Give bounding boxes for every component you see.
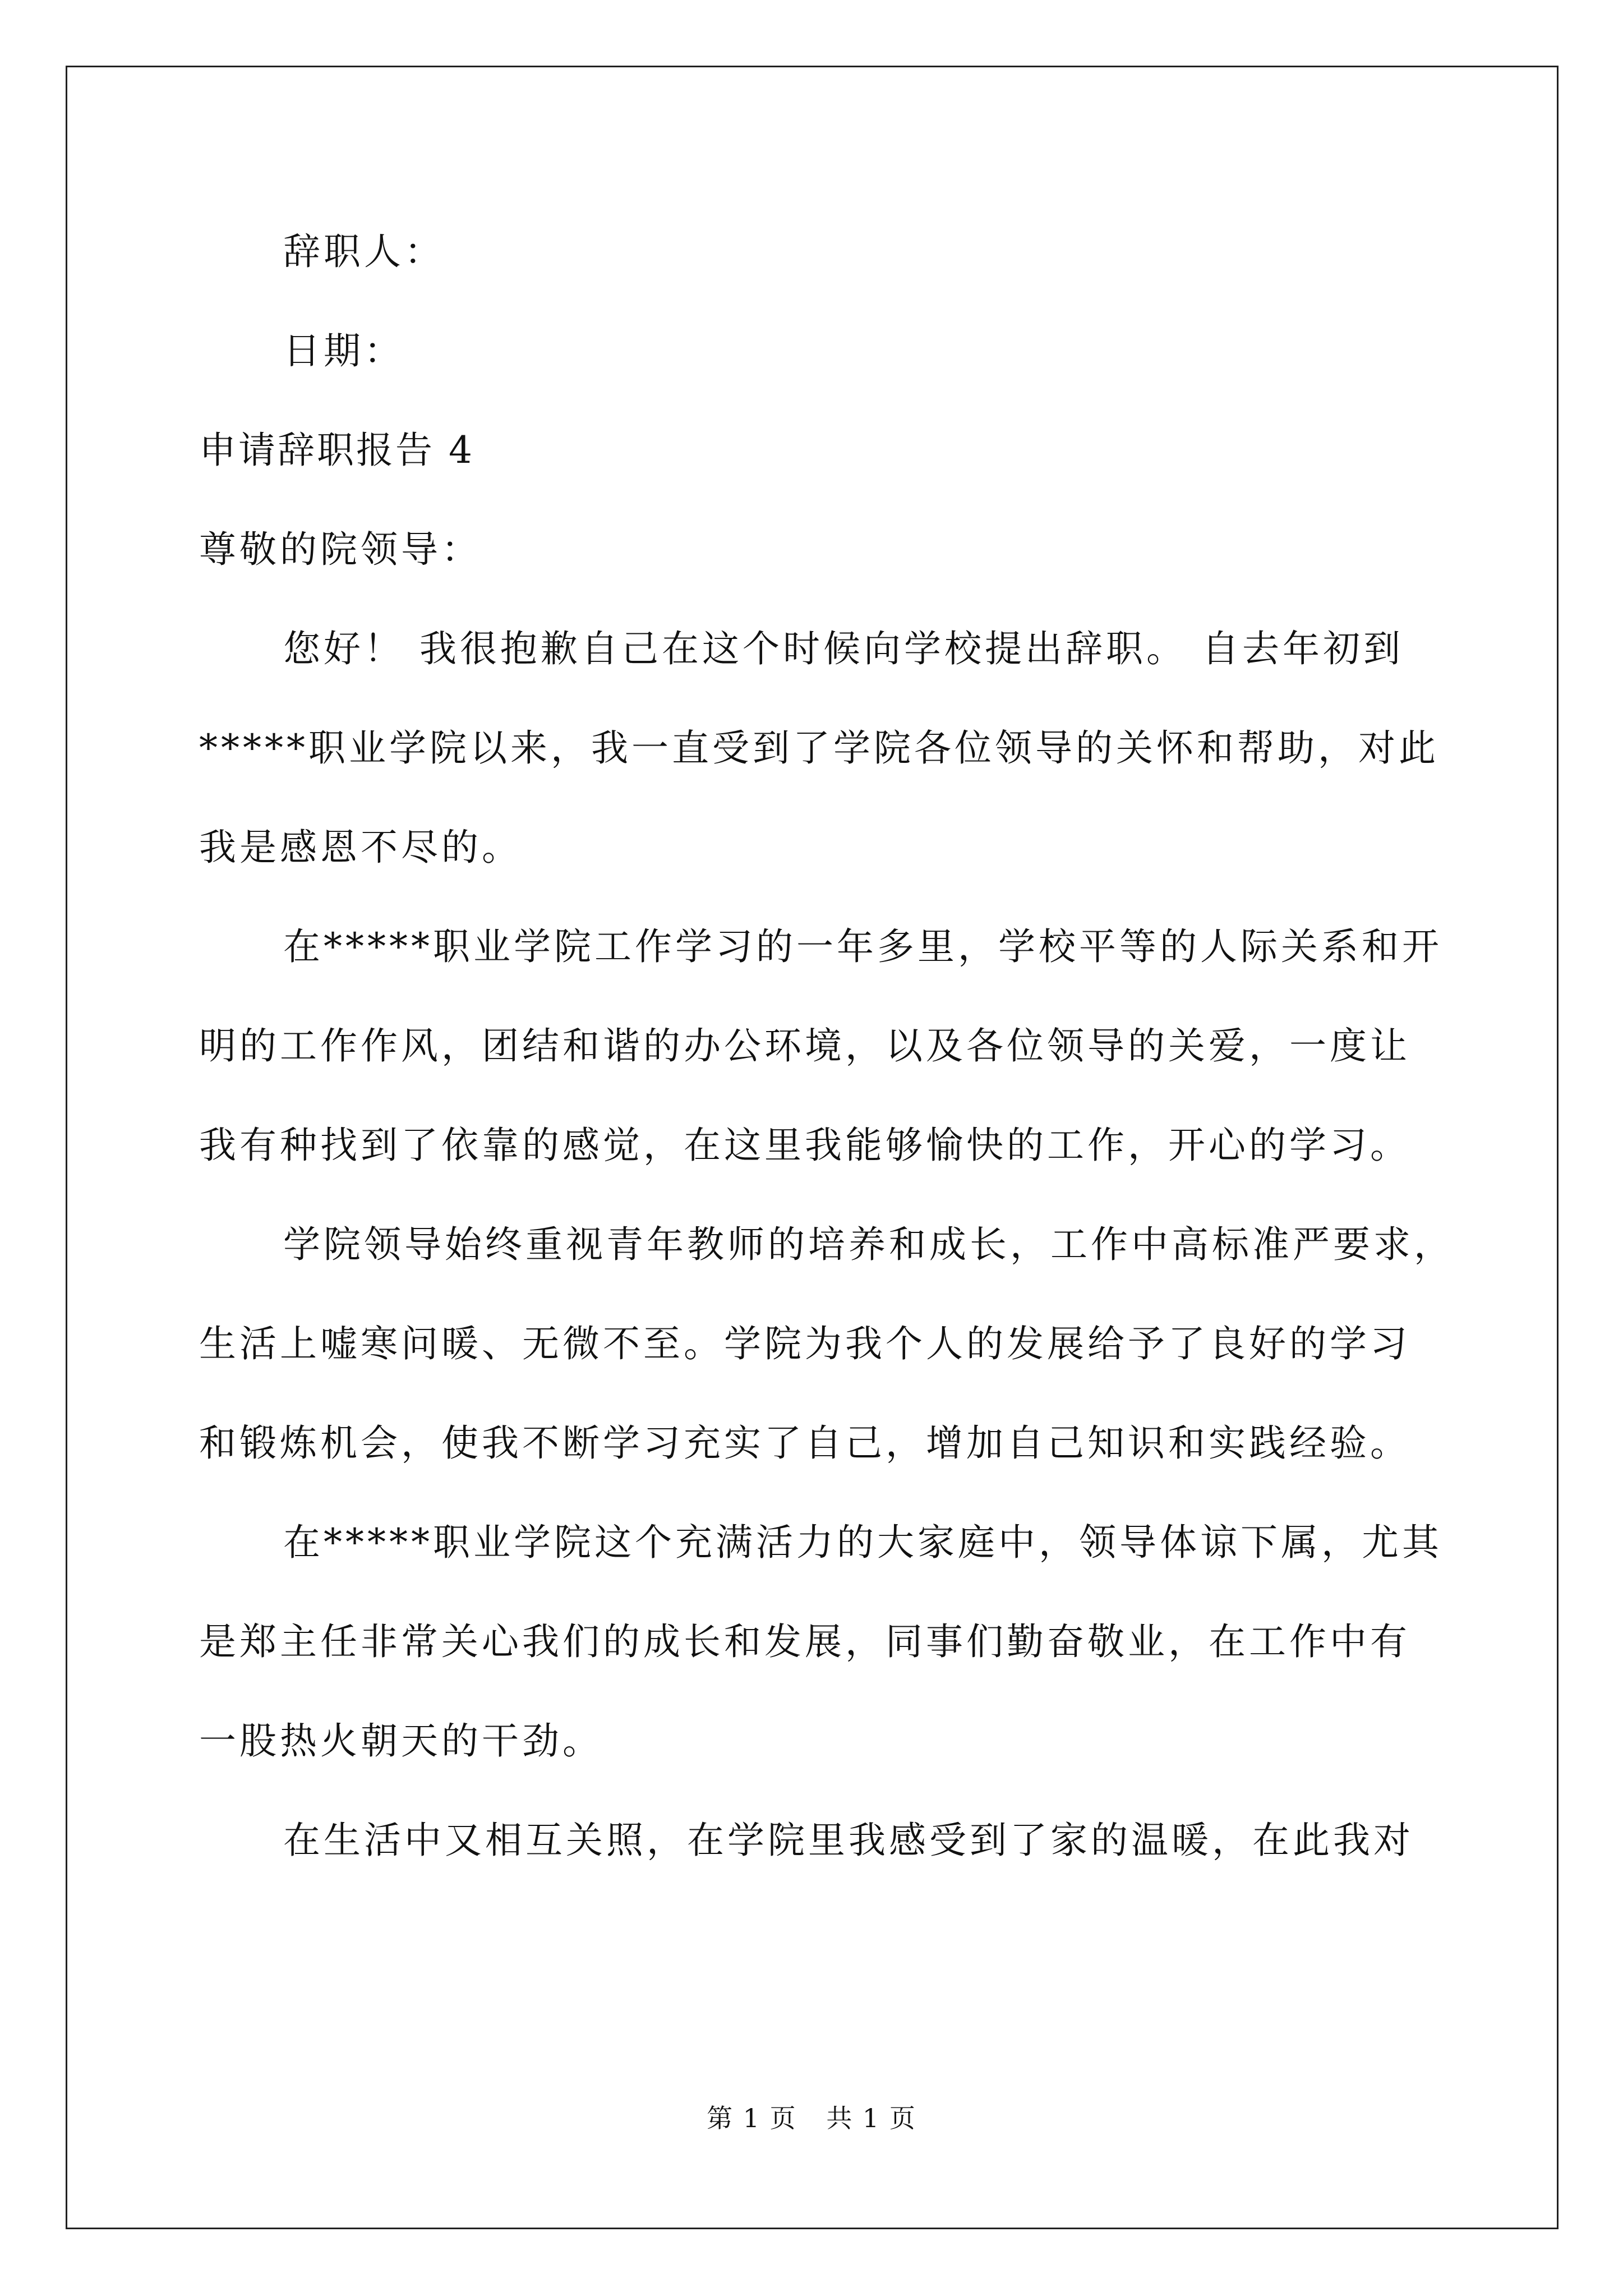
paragraph-line: *****职业学院以来，我一直受到了学院各位领导的关怀和帮助，对此 — [199, 726, 1439, 770]
paragraph-line: 我有种找到了依靠的感觉，在这里我能够愉快的工作，开心的学习。 — [199, 1124, 1410, 1167]
paragraph-line: 生活上嘘寒问暖、无微不至。学院为我个人的发展给予了良好的学习 — [199, 1322, 1410, 1365]
paragraph-line: 和锻炼机会，使我不断学习充实了自己，增加自己知识和实践经验。 — [199, 1421, 1410, 1465]
salutation: 尊敬的院领导： — [199, 528, 482, 571]
paragraph-line: 是郑主任非常关心我们的成长和发展，同事们勤奋敬业，在工作中有 — [199, 1620, 1410, 1663]
paragraph-line: 在生活中又相互关照，在学院里我感受到了家的温暖，在此我对 — [283, 1819, 1414, 1862]
date-label: 日期： — [283, 329, 404, 372]
paragraph-line: 学院领导始终重视青年教师的培养和成长，工作中高标准严要求， — [283, 1223, 1454, 1266]
paragraph-line: 在*****职业学院这个充满活力的大家庭中，领导体谅下属，尤其 — [283, 1521, 1442, 1564]
page-number: 第 1 页 — [707, 2103, 797, 2133]
page-footer — [0, 2098, 1623, 2135]
paragraph-line: 我是感恩不尽的。 — [199, 826, 522, 869]
signer-label: 辞职人： — [283, 230, 445, 273]
page-total: 共 1 页 — [826, 2103, 916, 2133]
paragraph-line: 在*****职业学院工作学习的一年多里，学校平等的人际关系和开 — [283, 925, 1442, 968]
paragraph-line: 明的工作作风，团结和谐的办公环境，以及各位领导的关爱，一度让 — [199, 1024, 1410, 1068]
paragraph-line: 您好！ 我很抱歉自己在这个时候向学校提出辞职。 自去年初到 — [283, 627, 1404, 670]
document-body — [199, 202, 1454, 1890]
document-title: 申请辞职报告 4 — [199, 429, 474, 472]
paragraph-line: 一股热火朝天的干劲。 — [199, 1719, 603, 1763]
